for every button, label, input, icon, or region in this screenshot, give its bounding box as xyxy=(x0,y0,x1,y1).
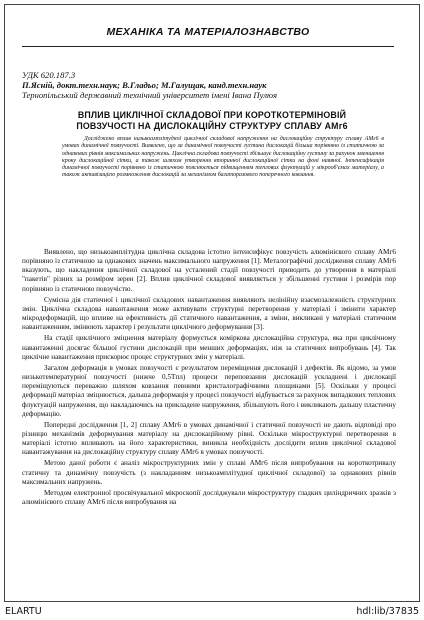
paragraph: На стадії циклічного зміцнення матеріалу формується коміркова дислокаційна структура, яка при циклічному навантаженні досягає більшої густини дислокацій при менших деформаціях, ніж за статичних випробувань [4]. Так циклічне навантаження прискорює процес структурних змін у матеріалі. xyxy=(22,334,396,361)
handle-id[interactable]: hdl:lib/37835 xyxy=(356,606,419,617)
paragraph: Виявлено, що низькоамплітудна циклічна складова істотно інтенсифікує повзучість алюмінієвого сплаву АМг6 порівняно із статичною за однакових значень максимального напруження [1]. Металографічні дослідження сплаву АМг6 вказують, що накладення циклічної складової на усталений стадії повзучості приводить до утворення в матеріалі "пакетів" різних за розміром зерен [2]. Вплив циклічної складової виявляється у збільшенні густини і розмірів пор порівняно із статичною повзучістю. xyxy=(22,248,396,293)
affiliation: Тернопільський державний технічний університет імені Івана Пулюя xyxy=(22,90,278,100)
paragraph: Загалом деформація в умовах повзучості є результатом переміщення дислокацій і дефектів. Як відомо, за умов низькотемпературної повзучості (нижче 0,5Tпл) процеси переповзання дислокацій ускладнені і дислокації переміщуються переважно шляхом ковзання певними кристалографічними площинами [5]. Оскільки у процесі деформації матеріал зміцнюється, дальша деформація у процесі повзучості відбувається за рахунок випадкових теплових флуктуацій напруження, що накладаючись на прикладене напруження, збільшують його і викликають дальшу пластичну деформацію. xyxy=(22,363,396,418)
abstract: Досліджено вплив низькоамплітудної циклічної складової напруження на дислокаційну структуру сплаву АМг6 в умовах динамічної повзучості. Виявлено, що за динамічної повзучості густина дислокацій більша порівняно із статичною за однакових рівнів максимальних напружень. Циклічна складова повзучості збільшує дислокаційну густину за рахунок зменшення кроку дислокаційної сітки, а також шляхом утворення вторинної дислокаційної сітки на фоні наявної. Інтенсифікація динамічної повзучості порівняно із статичною пояснюється підвищенням теплових флуктуацій у мікрооб'ємах матеріалу, а також активізацією розмноження дислокацій за механізмом багаторазового поперечного ковзання. xyxy=(62,136,384,179)
authors: П.Ясній, докт.техн.наук; В.Гладьо; М.Галущак, канд.техн.наук xyxy=(22,80,267,90)
title-line-2: ПОВЗУЧОСТІ НА ДИСЛОКАЦІЙНУ СТРУКТУРУ СПЛАВУ АМг6 xyxy=(76,121,348,131)
paragraph: Методом електронної просвічувальної мікроскопії досліджували мікроструктуру гладких циліндричних зразків з алюмінієвого сплаву АМг6 після випробування на xyxy=(22,488,396,507)
article-title xyxy=(40,110,384,132)
repository-footer xyxy=(0,602,424,620)
paragraph: Суміснa дія статичної і циклічної складових навантаження виявляють нелінійну взаємозалежність структурних змін. Циклічна складова навантаження може активувати структурні перетворення у матеріалі і змінити характер мікродеформацій, що впливе на ефективність дії статичного навантаження, а зміни, викликані у матеріалі статичним навантаженням, змінюють характер і результати циклічного деформування [3]. xyxy=(22,295,396,332)
title-line-1: ВПЛИВ ЦИКЛІЧНОЇ СКЛАДОВОЇ ПРИ КОРОТКОТЕРМІНОВІЙ xyxy=(77,110,347,120)
udk-code: УДК 620.187.3 xyxy=(22,70,76,80)
paragraph: Метою даної роботи є аналіз мікроструктурних змін у сплаві АМг6 після випробування на короткотривалу статичну та динамічну повзучість (з накладанням низькоамплітудної циклічної складової) за однакових рівнів максимальних напружень. xyxy=(22,459,396,486)
body-text xyxy=(22,248,396,509)
journal-header: МЕХАНІКА ТА МАТЕРІАЛОЗНАВСТВО xyxy=(22,22,394,47)
paragraph: Попередні дослідження [1, 2] сплаву АМг6 в умовах динамічної і статичної повзучості не дають відповіді про різницю механізмів деформування матеріалу на дислокаційному рівні. Оскільки мікроструктурні перетворення в матеріалі істотно впливають на його характеристики, виникла необхідність дослідити вплив циклічної складової навантажування на дислокаційну структуру сплаву АМг6 в умовах повзучості. xyxy=(22,420,396,457)
repository-name[interactable]: ELARTU xyxy=(5,606,42,617)
